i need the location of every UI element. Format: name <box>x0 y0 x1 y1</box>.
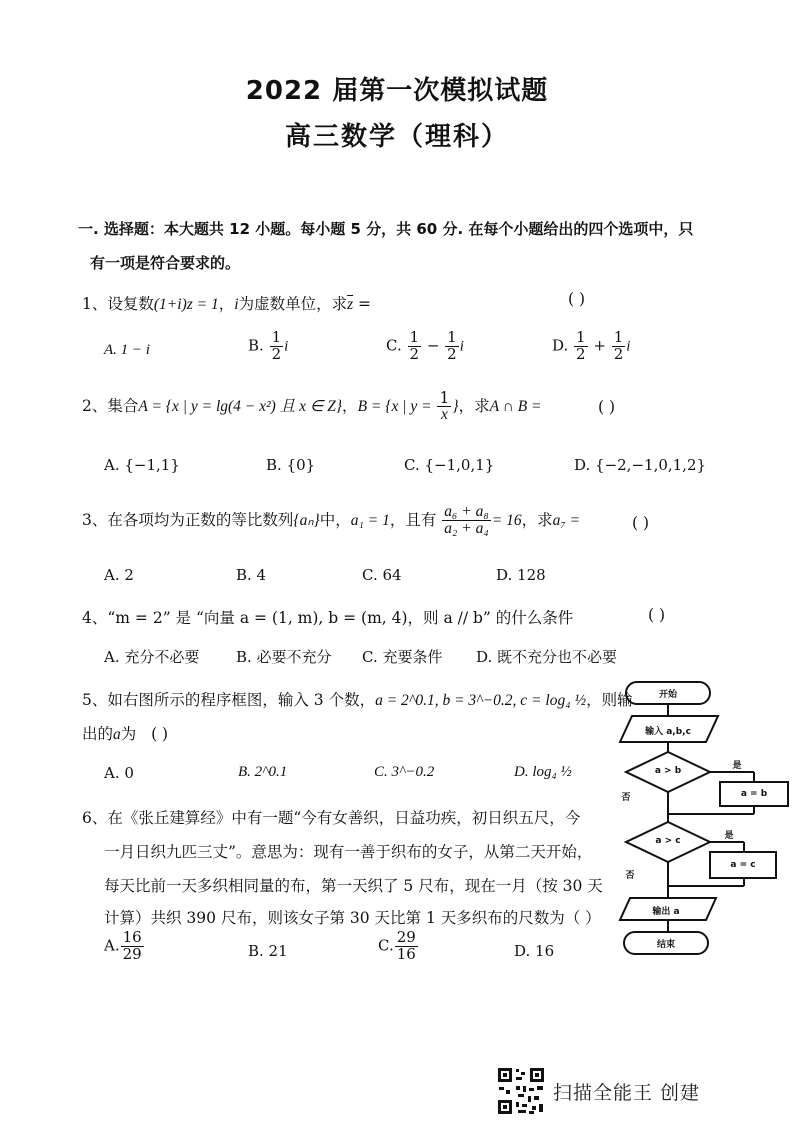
answer-blank: ( ) <box>648 606 666 624</box>
q3-option-b: B. 4 <box>236 566 267 584</box>
page-subtitle: 高三数学（理科） <box>284 122 509 152</box>
q1-text-b: ， <box>218 295 235 313</box>
answer-blank: ( ) <box>632 514 650 532</box>
answer-blank: ( ) <box>598 398 616 416</box>
q6-option-c: C. $\frac{29}{16}$ <box>378 928 416 963</box>
q6-option-a: A. $\frac{16}{29}$ <box>104 928 142 963</box>
page-title: 2022 届第一次模拟试题 <box>245 76 549 106</box>
flowchart-drawing <box>610 672 794 972</box>
q4-option-c: C. 充要条件 <box>362 648 443 666</box>
section-heading-cont: 有一项是符合要求的。 <box>90 254 241 272</box>
question-1 <box>82 292 371 314</box>
q1-option-d: D. $\frac{1}{2}$ + $\frac{1}{2}$ i <box>552 328 631 363</box>
q1-i: i <box>234 296 239 313</box>
question-number: 1、 <box>82 295 108 313</box>
q2-option-c: C. {−1,0,1} <box>404 456 495 474</box>
flowchart-start: 开始 <box>658 690 677 700</box>
flowchart-end: 结束 <box>656 940 675 950</box>
flowchart-cond-1: a > b <box>654 766 682 776</box>
q5-option-c: C. 3^−0.2 <box>374 764 435 780</box>
qr-code-icon <box>496 1066 546 1116</box>
q3-option-d: D. 128 <box>496 566 546 584</box>
q5-option-a: A. 0 <box>104 764 134 782</box>
flowchart-yes-1: 是 <box>732 761 742 771</box>
flowchart-no-1: 否 <box>621 793 631 803</box>
section-heading: 一. 选择题：本大题共 12 小题。每小题 5 分，共 60 分. 在每个小题给出的四个选项中，只 <box>78 220 694 238</box>
question-6-line-3: 每天比前一天多织相同量的布，第一天织了 5 尺布，现在一月（按 30 天 <box>104 877 603 895</box>
flowchart-cond-2: a > c <box>655 836 681 846</box>
q6-option-d: D. 16 <box>514 942 555 960</box>
q5-option-b: B. 2^0.1 <box>238 764 288 780</box>
q3-option-c: C. 64 <box>362 566 402 584</box>
q2-option-a: A. {−1,1} <box>104 456 180 474</box>
q1-option-a: A. 1 − i <box>104 342 150 358</box>
q1-text-a: 设复数 <box>107 295 154 313</box>
q6-option-b: B. 21 <box>248 942 288 960</box>
q1-expr: (1+i)z = 1 <box>153 296 219 313</box>
question-6-line-4: 计算）共织 390 尺布，则该女子第 30 天比第 1 天多织布的尺数为（ ） <box>104 909 601 927</box>
flowchart-output: 输出 a <box>652 907 680 917</box>
flowchart-assign-2-text: a = c <box>730 860 756 870</box>
flowchart-no-2: 否 <box>625 871 635 881</box>
flowchart <box>610 672 794 972</box>
q1-eq: = <box>353 295 372 313</box>
flowchart-input: 输入 a,b,c <box>645 727 691 737</box>
q4-option-b: B. 必要不充分 <box>236 648 332 666</box>
question-3: 3、在各项均为正数的等比数列{aₙ}中，a₁ = 1，且有 $\frac{\text{a₆ + a₈}}{\text{a₂ + a₄}}$ = 16，求a₇ = <box>82 503 581 538</box>
q1-text-c: 为虚数单位，求 <box>238 295 348 313</box>
question-4: 4、“m = 2” 是 “向量 a = (1, m), b = (m, 4)，则 a // b” 的什么条件 <box>82 609 574 627</box>
question-5: 5、如右图所示的程序框图，输入 3 个数，a = 2^0.1, b = 3^−0.2, c = log₄ ½，则输 <box>82 691 633 709</box>
q1-option-b: B. $\frac{1}{2}$ i <box>248 328 289 363</box>
q5-option-d: D. log₄ ½ <box>514 764 572 780</box>
q1-option-c: C. $\frac{1}{2}$ − $\frac{1}{2}$ i <box>386 328 464 363</box>
q4-option-a: A. 充分不必要 <box>104 648 200 666</box>
q4-option-d: D. 既不充分也不必要 <box>476 648 618 666</box>
question-6: 6、在《张丘建算经》中有一题“今有女善织，日益功疾，初日织五尺，今 <box>82 809 581 827</box>
question-5-cont: 出的a为 ( ) <box>82 725 169 743</box>
scanner-watermark: 扫描全能王 创建 <box>553 1082 701 1104</box>
q3-option-a: A. 2 <box>104 566 134 584</box>
q1-zbar: $\overline{z}$ <box>347 296 354 313</box>
flowchart-assign-1-text: a = b <box>740 789 768 799</box>
question-2: 2、集合A = {x | y = lg(4 − x²) 且 x ∈ Z}，B = {x | y = $\frac{1}{x}$ }，求A ∩ B = <box>82 389 542 424</box>
q2-option-d: D. {−2,−1,0,1,2} <box>574 456 707 474</box>
question-6-line-2: 一月日织九匹三丈”。意思为：现有一善于织布的女子，从第二天开始， <box>104 843 593 861</box>
flowchart-yes-2: 是 <box>724 831 734 841</box>
answer-blank: ( ) <box>568 290 586 308</box>
q2-option-b: B. {0} <box>266 456 316 474</box>
